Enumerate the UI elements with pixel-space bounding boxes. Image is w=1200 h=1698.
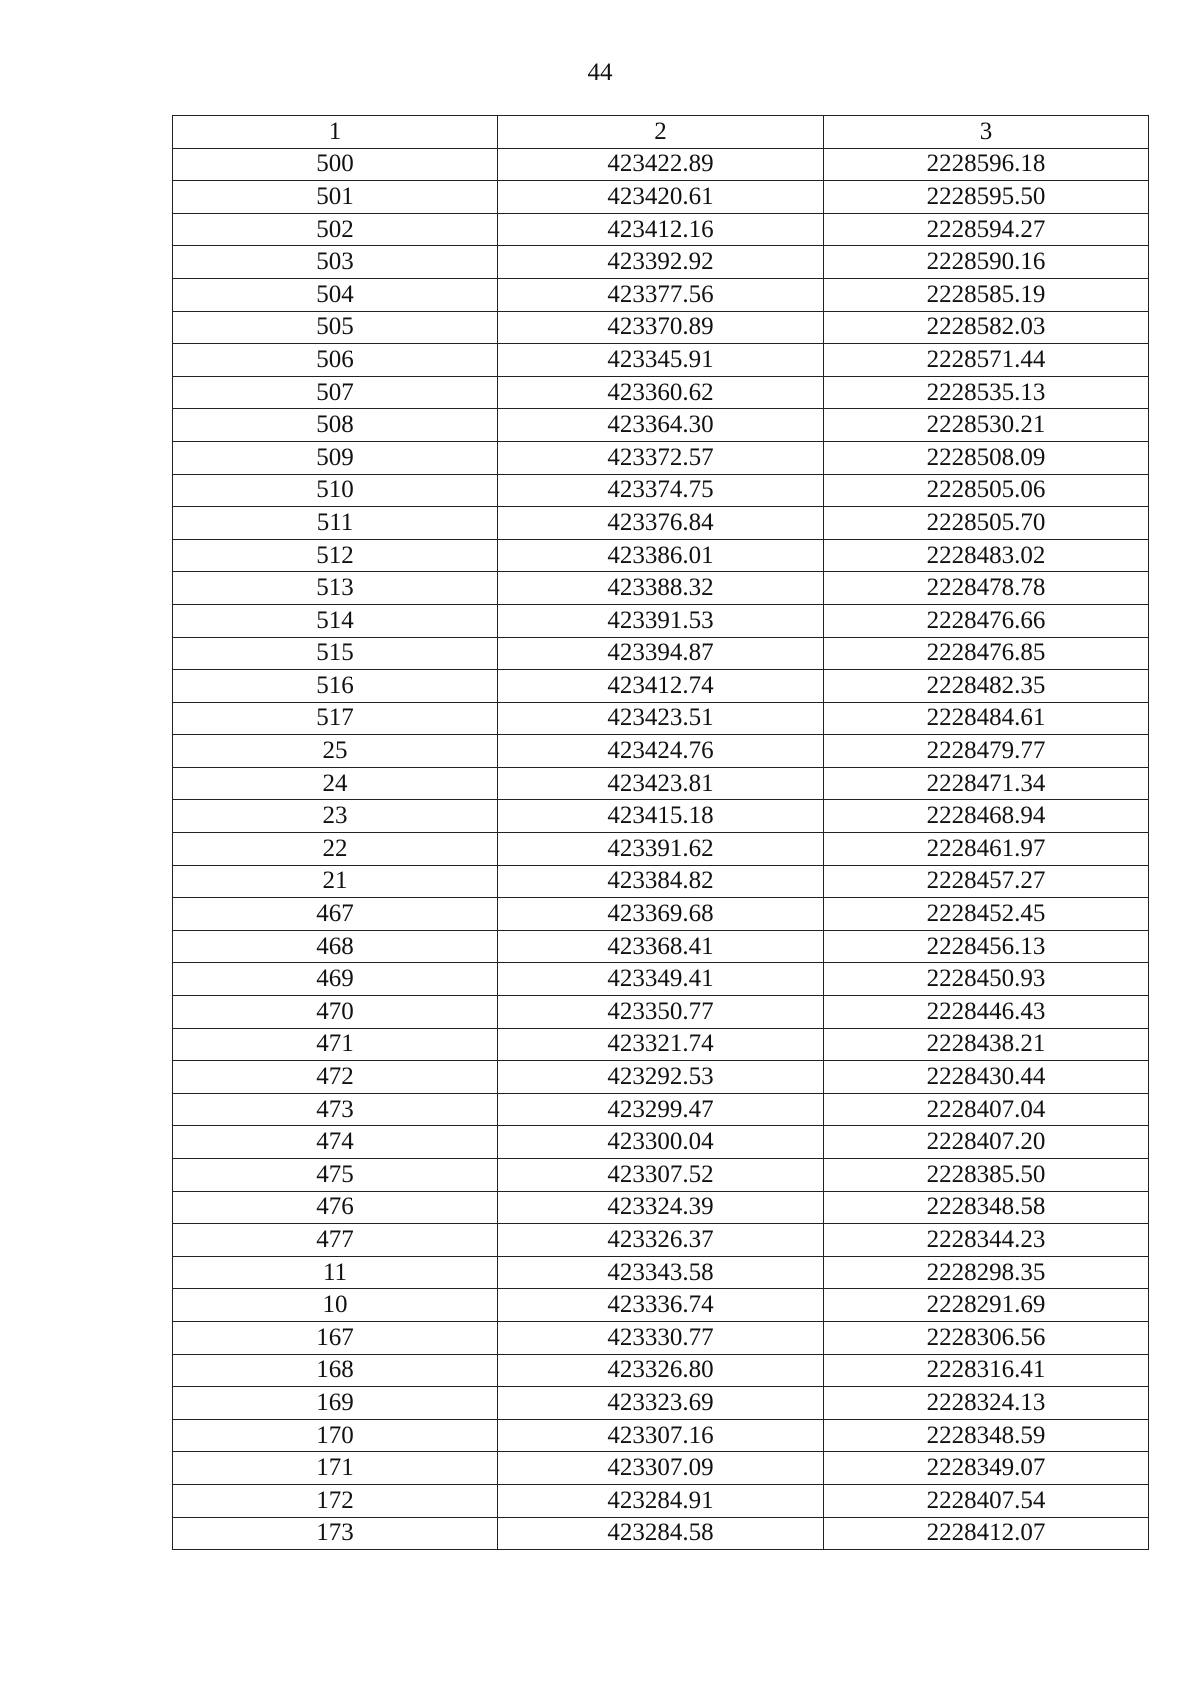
y-coordinate-cell: 2228412.07 (824, 1517, 1149, 1550)
y-coordinate-cell: 2228582.03 (824, 311, 1149, 344)
y-coordinate-cell: 2228461.97 (824, 833, 1149, 866)
page-number: 44 (587, 59, 613, 86)
y-coordinate-cell: 2228590.16 (824, 246, 1149, 279)
point-number-cell: 500 (173, 148, 498, 181)
x-coordinate-cell: 423284.58 (498, 1517, 824, 1550)
x-coordinate-cell: 423345.91 (498, 344, 824, 377)
y-coordinate-cell: 2228585.19 (824, 278, 1149, 311)
y-coordinate-cell: 2228476.66 (824, 604, 1149, 637)
x-coordinate-cell: 423368.41 (498, 930, 824, 963)
table-row (173, 1191, 1149, 1224)
table-body (173, 116, 1149, 1550)
point-number-cell: 516 (173, 670, 498, 703)
table-row (173, 246, 1149, 279)
x-coordinate-cell: 423284.91 (498, 1484, 824, 1517)
x-coordinate-cell: 423377.56 (498, 278, 824, 311)
point-number-cell: 514 (173, 604, 498, 637)
x-coordinate-cell: 423323.69 (498, 1387, 824, 1420)
point-number-cell: 173 (173, 1517, 498, 1550)
x-coordinate-cell: 423392.92 (498, 246, 824, 279)
y-coordinate-cell: 2228471.34 (824, 767, 1149, 800)
coordinates-table (172, 115, 1149, 1550)
table-row (173, 441, 1149, 474)
y-coordinate-cell: 2228407.04 (824, 1093, 1149, 1126)
column-header-1: 1 (173, 116, 498, 149)
y-coordinate-cell: 2228596.18 (824, 148, 1149, 181)
table-row (173, 604, 1149, 637)
y-coordinate-cell: 2228324.13 (824, 1387, 1149, 1420)
point-number-cell: 172 (173, 1484, 498, 1517)
y-coordinate-cell: 2228530.21 (824, 409, 1149, 442)
y-coordinate-cell: 2228446.43 (824, 996, 1149, 1029)
point-number-cell: 472 (173, 1061, 498, 1094)
x-coordinate-cell: 423388.32 (498, 572, 824, 605)
x-coordinate-cell: 423330.77 (498, 1321, 824, 1354)
x-coordinate-cell: 423424.76 (498, 735, 824, 768)
x-coordinate-cell: 423364.30 (498, 409, 824, 442)
y-coordinate-cell: 2228407.20 (824, 1126, 1149, 1159)
x-coordinate-cell: 423376.84 (498, 507, 824, 540)
point-number-cell: 10 (173, 1289, 498, 1322)
x-coordinate-cell: 423326.80 (498, 1354, 824, 1387)
x-coordinate-cell: 423412.16 (498, 213, 824, 246)
y-coordinate-cell: 2228508.09 (824, 441, 1149, 474)
point-number-cell: 11 (173, 1256, 498, 1289)
table-row (173, 1126, 1149, 1159)
point-number-cell: 517 (173, 702, 498, 735)
y-coordinate-cell: 2228571.44 (824, 344, 1149, 377)
point-number-cell: 477 (173, 1224, 498, 1257)
y-coordinate-cell: 2228349.07 (824, 1452, 1149, 1485)
table-row (173, 637, 1149, 670)
point-number-cell: 513 (173, 572, 498, 605)
x-coordinate-cell: 423372.57 (498, 441, 824, 474)
point-number-cell: 476 (173, 1191, 498, 1224)
point-number-cell: 24 (173, 767, 498, 800)
table-row (173, 1224, 1149, 1257)
y-coordinate-cell: 2228482.35 (824, 670, 1149, 703)
x-coordinate-cell: 423324.39 (498, 1191, 824, 1224)
table-row (173, 409, 1149, 442)
x-coordinate-cell: 423423.51 (498, 702, 824, 735)
x-coordinate-cell: 423292.53 (498, 1061, 824, 1094)
x-coordinate-cell: 423321.74 (498, 1028, 824, 1061)
point-number-cell: 470 (173, 996, 498, 1029)
x-coordinate-cell: 423422.89 (498, 148, 824, 181)
table-row (173, 1028, 1149, 1061)
x-coordinate-cell: 423369.68 (498, 898, 824, 931)
x-coordinate-cell: 423420.61 (498, 181, 824, 214)
table-row (173, 898, 1149, 931)
point-number-cell: 23 (173, 800, 498, 833)
point-number-cell: 502 (173, 213, 498, 246)
table-row (173, 539, 1149, 572)
x-coordinate-cell: 423370.89 (498, 311, 824, 344)
y-coordinate-cell: 2228478.78 (824, 572, 1149, 605)
table-row (173, 930, 1149, 963)
point-number-cell: 505 (173, 311, 498, 344)
y-coordinate-cell: 2228385.50 (824, 1159, 1149, 1192)
x-coordinate-cell: 423412.74 (498, 670, 824, 703)
point-number-cell: 510 (173, 474, 498, 507)
point-number-cell: 512 (173, 539, 498, 572)
table-row (173, 1256, 1149, 1289)
table-row (173, 1093, 1149, 1126)
table-header-row (173, 116, 1149, 149)
x-coordinate-cell: 423307.09 (498, 1452, 824, 1485)
x-coordinate-cell: 423360.62 (498, 376, 824, 409)
table-row (173, 1354, 1149, 1387)
table-row (173, 1321, 1149, 1354)
table-row (173, 148, 1149, 181)
point-number-cell: 22 (173, 833, 498, 866)
point-number-cell: 474 (173, 1126, 498, 1159)
table-row (173, 865, 1149, 898)
y-coordinate-cell: 2228535.13 (824, 376, 1149, 409)
table-row (173, 213, 1149, 246)
x-coordinate-cell: 423326.37 (498, 1224, 824, 1257)
y-coordinate-cell: 2228594.27 (824, 213, 1149, 246)
point-number-cell: 515 (173, 637, 498, 670)
x-coordinate-cell: 423343.58 (498, 1256, 824, 1289)
table-row (173, 833, 1149, 866)
point-number-cell: 25 (173, 735, 498, 768)
table-row (173, 507, 1149, 540)
point-number-cell: 511 (173, 507, 498, 540)
table-row (173, 1289, 1149, 1322)
x-coordinate-cell: 423391.53 (498, 604, 824, 637)
table-row (173, 1387, 1149, 1420)
table-row (173, 311, 1149, 344)
y-coordinate-cell: 2228479.77 (824, 735, 1149, 768)
table-row (173, 1484, 1149, 1517)
x-coordinate-cell: 423300.04 (498, 1126, 824, 1159)
x-coordinate-cell: 423307.52 (498, 1159, 824, 1192)
y-coordinate-cell: 2228316.41 (824, 1354, 1149, 1387)
x-coordinate-cell: 423299.47 (498, 1093, 824, 1126)
point-number-cell: 503 (173, 246, 498, 279)
column-header-2: 2 (498, 116, 824, 149)
point-number-cell: 467 (173, 898, 498, 931)
y-coordinate-cell: 2228298.35 (824, 1256, 1149, 1289)
table-row (173, 996, 1149, 1029)
y-coordinate-cell: 2228438.21 (824, 1028, 1149, 1061)
y-coordinate-cell: 2228468.94 (824, 800, 1149, 833)
y-coordinate-cell: 2228505.06 (824, 474, 1149, 507)
table-row (173, 344, 1149, 377)
table-row (173, 1452, 1149, 1485)
x-coordinate-cell: 423349.41 (498, 963, 824, 996)
point-number-cell: 169 (173, 1387, 498, 1420)
y-coordinate-cell: 2228483.02 (824, 539, 1149, 572)
x-coordinate-cell: 423423.81 (498, 767, 824, 800)
table-row (173, 1159, 1149, 1192)
point-number-cell: 506 (173, 344, 498, 377)
point-number-cell: 167 (173, 1321, 498, 1354)
table-row (173, 474, 1149, 507)
point-number-cell: 501 (173, 181, 498, 214)
x-coordinate-cell: 423394.87 (498, 637, 824, 670)
point-number-cell: 508 (173, 409, 498, 442)
point-number-cell: 168 (173, 1354, 498, 1387)
table-row (173, 1517, 1149, 1550)
y-coordinate-cell: 2228484.61 (824, 702, 1149, 735)
x-coordinate-cell: 423307.16 (498, 1419, 824, 1452)
y-coordinate-cell: 2228457.27 (824, 865, 1149, 898)
table-row (173, 376, 1149, 409)
x-coordinate-cell: 423336.74 (498, 1289, 824, 1322)
point-number-cell: 504 (173, 278, 498, 311)
point-number-cell: 471 (173, 1028, 498, 1061)
point-number-cell: 509 (173, 441, 498, 474)
x-coordinate-cell: 423415.18 (498, 800, 824, 833)
column-header-3: 3 (824, 116, 1149, 149)
point-number-cell: 468 (173, 930, 498, 963)
x-coordinate-cell: 423391.62 (498, 833, 824, 866)
y-coordinate-cell: 2228505.70 (824, 507, 1149, 540)
table-row (173, 767, 1149, 800)
table-row (173, 181, 1149, 214)
point-number-cell: 21 (173, 865, 498, 898)
x-coordinate-cell: 423384.82 (498, 865, 824, 898)
x-coordinate-cell: 423374.75 (498, 474, 824, 507)
point-number-cell: 475 (173, 1159, 498, 1192)
point-number-cell: 170 (173, 1419, 498, 1452)
table-row (173, 278, 1149, 311)
y-coordinate-cell: 2228456.13 (824, 930, 1149, 963)
x-coordinate-cell: 423386.01 (498, 539, 824, 572)
y-coordinate-cell: 2228348.58 (824, 1191, 1149, 1224)
point-number-cell: 469 (173, 963, 498, 996)
point-number-cell: 507 (173, 376, 498, 409)
table-row (173, 572, 1149, 605)
y-coordinate-cell: 2228450.93 (824, 963, 1149, 996)
y-coordinate-cell: 2228348.59 (824, 1419, 1149, 1452)
y-coordinate-cell: 2228595.50 (824, 181, 1149, 214)
point-number-cell: 171 (173, 1452, 498, 1485)
point-number-cell: 473 (173, 1093, 498, 1126)
x-coordinate-cell: 423350.77 (498, 996, 824, 1029)
y-coordinate-cell: 2228452.45 (824, 898, 1149, 931)
y-coordinate-cell: 2228407.54 (824, 1484, 1149, 1517)
y-coordinate-cell: 2228344.23 (824, 1224, 1149, 1257)
table-row (173, 735, 1149, 768)
table-row (173, 800, 1149, 833)
table-row (173, 963, 1149, 996)
table-row (173, 670, 1149, 703)
y-coordinate-cell: 2228430.44 (824, 1061, 1149, 1094)
table-row (173, 702, 1149, 735)
y-coordinate-cell: 2228306.56 (824, 1321, 1149, 1354)
y-coordinate-cell: 2228291.69 (824, 1289, 1149, 1322)
y-coordinate-cell: 2228476.85 (824, 637, 1149, 670)
table-row (173, 1419, 1149, 1452)
table-row (173, 1061, 1149, 1094)
